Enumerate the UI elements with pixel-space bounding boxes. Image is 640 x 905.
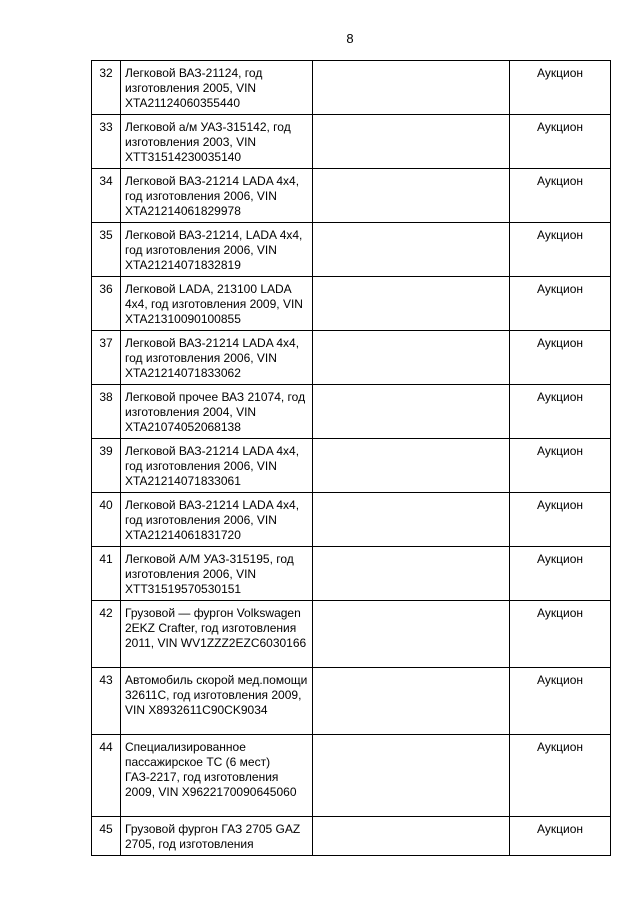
vehicle-description: Легковой прочее ВАЗ 21074, год изготовления 2004, VIN XTA21074052068138 (121, 385, 313, 439)
vehicle-description: Легковой ВАЗ-21214 LADA 4х4, год изготовления 2006, VIN XTA21214071833061 (121, 439, 313, 493)
table-row (92, 439, 611, 493)
sale-method: Аукцион (510, 169, 611, 223)
vehicle-description: Легковой а/м УАЗ-315142, год изготовления 2003, VIN XTT31514230035140 (121, 115, 313, 169)
row-number: 39 (92, 439, 121, 493)
row-number: 32 (92, 61, 121, 115)
row-number: 33 (92, 115, 121, 169)
sale-method: Аукцион (510, 331, 611, 385)
table-row (92, 547, 611, 601)
empty-cell (313, 547, 510, 601)
sale-method: Аукцион (510, 61, 611, 115)
table-row (92, 817, 611, 856)
row-number: 38 (92, 385, 121, 439)
sale-method: Аукцион (510, 547, 611, 601)
sale-method: Аукцион (510, 223, 611, 277)
vehicle-description: Легковой ВАЗ-21214 LADA 4х4, год изготовления 2006, VIN XTA21214061829978 (121, 169, 313, 223)
row-number: 36 (92, 277, 121, 331)
empty-cell (313, 817, 510, 856)
vehicle-description: Легковой А/М УАЗ-315195, год изготовления 2006, VIN XTT31519570530151 (121, 547, 313, 601)
row-number: 42 (92, 601, 121, 668)
vehicle-description: Грузовой — фургон Volkswagen 2EKZ Crafter, год изготовления 2011, VIN WV1ZZZ2EZC6030166 (121, 601, 313, 668)
row-number: 43 (92, 668, 121, 735)
vehicle-registry-table (91, 60, 611, 856)
sale-method: Аукцион (510, 493, 611, 547)
sale-method: Аукцион (510, 277, 611, 331)
row-number: 44 (92, 735, 121, 817)
sale-method: Аукцион (510, 601, 611, 668)
vehicle-description: Легковой ВАЗ-21214 LADA 4х4, год изготовления 2006, VIN XTA21214071833062 (121, 331, 313, 385)
table-row (92, 169, 611, 223)
row-number: 35 (92, 223, 121, 277)
table-row (92, 735, 611, 817)
vehicle-description: Легковой ВАЗ-21214, LADA 4х4, год изготовления 2006, VIN XTA21214071832819 (121, 223, 313, 277)
vehicle-description: Автомобиль скорой мед.помощи 32611С, год изготовления 2009, VIN X8932611C90CK9034 (121, 668, 313, 735)
table-row (92, 601, 611, 668)
row-number: 45 (92, 817, 121, 856)
vehicle-description: Легковой LADA, 213100 LADA 4х4, год изготовления 2009, VIN XTA21310090100855 (121, 277, 313, 331)
empty-cell (313, 331, 510, 385)
empty-cell (313, 601, 510, 668)
empty-cell (313, 439, 510, 493)
row-number: 40 (92, 493, 121, 547)
vehicle-description: Легковой ВАЗ-21214 LADA 4х4, год изготовления 2006, VIN XTA21214061831720 (121, 493, 313, 547)
empty-cell (313, 385, 510, 439)
empty-cell (313, 668, 510, 735)
table-row (92, 385, 611, 439)
vehicle-description: Легковой ВАЗ-21124, год изготовления 2005, VIN XTA21124060355440 (121, 61, 313, 115)
row-number: 34 (92, 169, 121, 223)
sale-method: Аукцион (510, 668, 611, 735)
empty-cell (313, 493, 510, 547)
table-row (92, 331, 611, 385)
empty-cell (313, 169, 510, 223)
sale-method: Аукцион (510, 385, 611, 439)
table-row (92, 277, 611, 331)
table-row (92, 493, 611, 547)
sale-method: Аукцион (510, 115, 611, 169)
empty-cell (313, 61, 510, 115)
table-row (92, 115, 611, 169)
row-number: 37 (92, 331, 121, 385)
vehicle-description: Грузовой фургон ГАЗ 2705 GAZ 2705, год изготовления (121, 817, 313, 856)
row-number: 41 (92, 547, 121, 601)
page-number: 8 (346, 31, 354, 46)
sale-method: Аукцион (510, 817, 611, 856)
table-row (92, 668, 611, 735)
table-row (92, 223, 611, 277)
table-row (92, 61, 611, 115)
sale-method: Аукцион (510, 735, 611, 817)
vehicle-description: Специализированное пассажирское ТС (6 мест) ГАЗ-2217, год изготовления 2009, VIN X9622170090645060 (121, 735, 313, 817)
sale-method: Аукцион (510, 439, 611, 493)
empty-cell (313, 735, 510, 817)
empty-cell (313, 223, 510, 277)
empty-cell (313, 115, 510, 169)
empty-cell (313, 277, 510, 331)
